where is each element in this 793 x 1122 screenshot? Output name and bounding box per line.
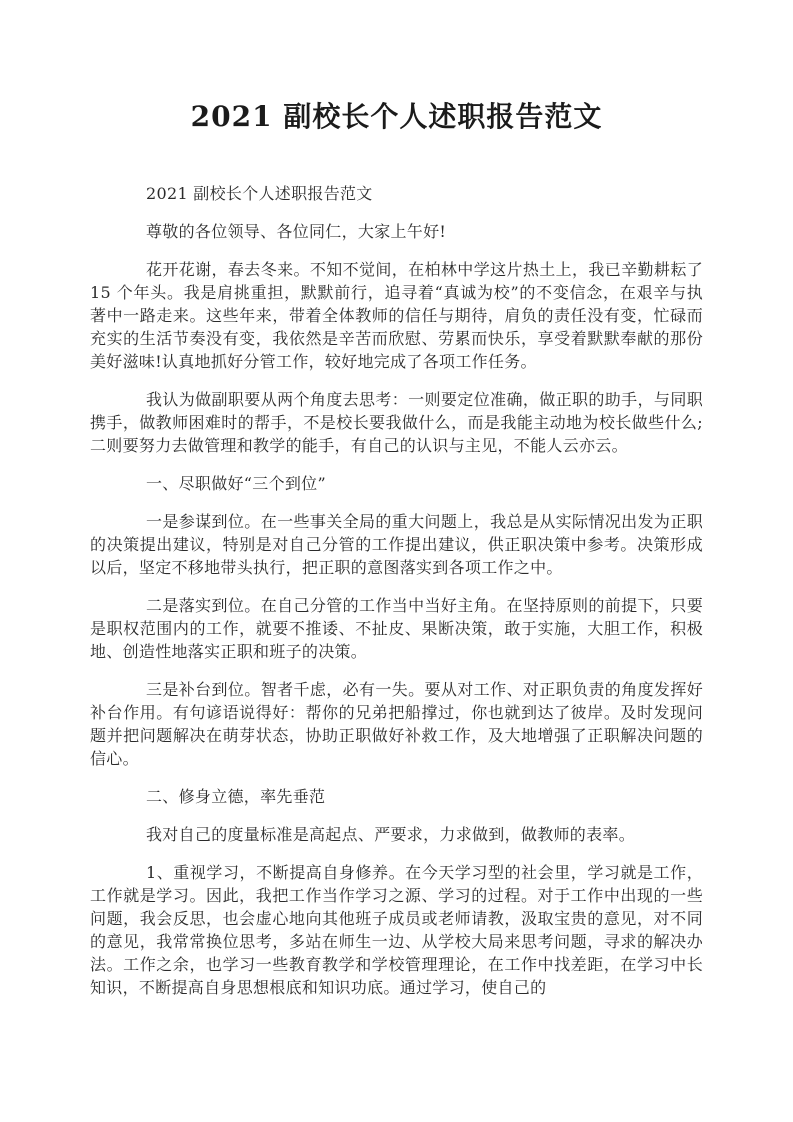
paragraph-intro: 花开花谢，春去冬来。不知不觉间，在柏林中学这片热土上，我已辛勤耕耘了 15 个年头。我是肩挑重担，默默前行，追寻着“真诚为校”的不变信念，在艰辛与执著中一路走来。这些年来，带着全体教师的信任与期待，肩负的责任没有变，忙碌而充实的生活节奏没有变，我依然是辛苦而欣慰、劳累而快乐，享受着默默奉献的那份美好滋味!认真地抓好分管工作，较好地完成了各项工作任务。 <box>90 260 703 371</box>
paragraph-standard: 我对自己的度量标准是高起点、严要求，力求做到，做教师的表率。 <box>146 825 636 844</box>
paragraph-point-2: 二是落实到位。在自己分管的工作当中当好主角。在坚持原则的前提下，只要是职权范围内的工作，就要不推诿、不扯皮、果断决策，敢于实施，大胆工作，积极地、创造性地落实正职和班子的决策。 <box>90 596 703 661</box>
paragraph-subtitle: 2021 副校长个人述职报告范文 <box>146 184 373 203</box>
paragraph-point-3: 三是补台到位。智者千虑，必有一失。要从对工作、对正职负责的角度发挥好补台作用。有句谚语说得好：帮你的兄弟把船撑过，你也就到达了彼岸。及时发现问题并把问题解决在萌芽状态，协助正职做好补救工作，及大地增强了正职解决问题的信心。 <box>90 680 703 768</box>
section-heading-2: 二、修身立德，率先垂范 <box>146 787 326 806</box>
paragraph-study: 1、重视学习，不断提高自身修养。在今天学习型的社会里，学习就是工作，工作就是学习。因此，我把工作当作学习之源、学习的过程。对于工作中出现的一些问题，我会反思，也会虚心地向其他班子成员或老师请教，汲取宝贵的意见，对不同的意见，我常常换位思考，多站在师生一边、从学校大局来思考问题，寻求的解决办法。工作之余，也学习一些教育教学和学校管理理论，在工作中找差距，在学习中长知识，不断提高自身思想根底和知识功底。通过学习，使自己的 <box>90 863 703 997</box>
paragraph-viewpoint: 我认为做副职要从两个角度去思考：一则要定位准确，做正职的助手，与同职携手，做教师困难时的帮手，不是校长要我做什么，而是我能主动地为校长做些什么;二则要努力去做管理和教学的能手，有自己的认识与主见，不能人云亦云。 <box>90 390 703 455</box>
paragraph-greeting: 尊敬的各位领导、各位同仁，大家上午好! <box>146 222 447 241</box>
section-heading-1: 一、尽职做好“三个到位” <box>146 474 326 493</box>
paragraph-point-1: 一是参谋到位。在一些事关全局的重大问题上，我总是从实际情况出发为正职的决策提出建议，特别是对自己分管的工作提出建议，供正职决策中参考。决策形成以后，坚定不移地带头执行，把正职的意图落实到各项工作之中。 <box>90 512 703 577</box>
document-title: 2021 副校长个人述职报告范文 <box>190 100 603 133</box>
